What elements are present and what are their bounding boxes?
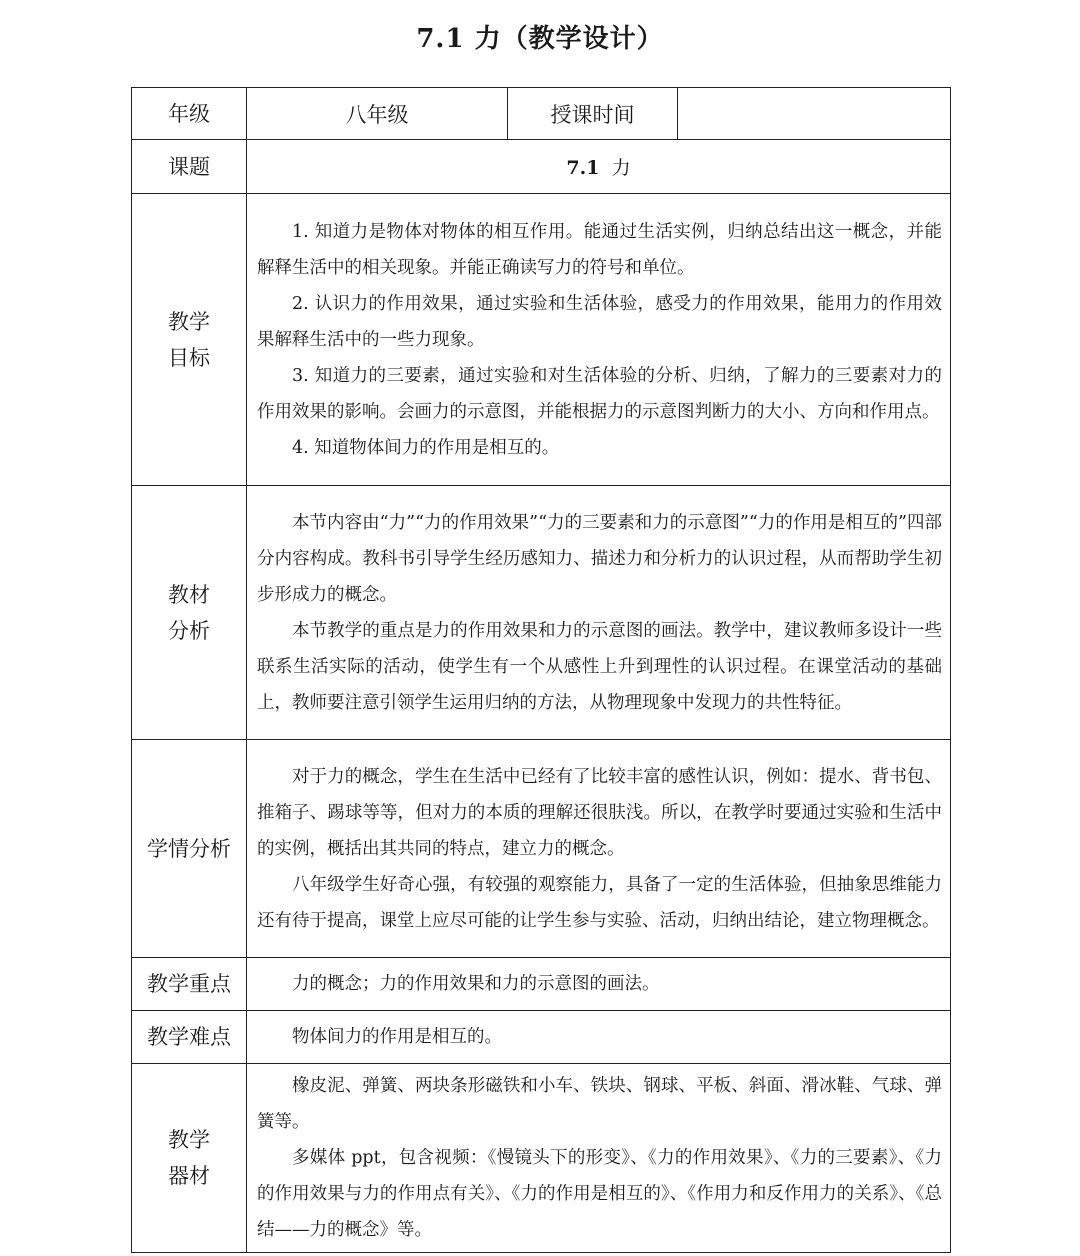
objectives-label: 教学 目标 [132,194,247,486]
grade-value: 八年级 [247,88,508,140]
topic-value [247,140,951,194]
equipment-row [132,1064,951,1253]
grade-label: 年级 [132,88,247,140]
difficulties-row [132,1011,951,1064]
objectives-row [132,194,951,486]
paragraph: 本节内容由“力”“力的作用效果”“力的三要素和力的示意图”“力的作用是相互的”四部分内容构成。教科书引导学生经历感知力、描述力和分析力的认识过程，从而帮助学生初步形成力的概念。 [257,512,942,605]
objective-item: 2. 认识力的作用效果，通过实验和生活体验，感受力的作用效果，能用力的作用效果解释生活中的一些力现象。 [257,293,942,350]
topic-number: 7.1 [566,157,600,179]
objective-item: 1. 知道力是物体对物体的相互作用。能通过生活实例，归纳总结出这一概念，并能解释生活中的相关现象。并能正确读写力的符号和单位。 [257,221,942,278]
paragraph: 八年级学生好奇心强，有较强的观察能力，具备了一定的生活体验，但抽象思维能力还有待于提高，课堂上应尽可能的让学生参与实验、活动，归纳出结论，建立物理概念。 [257,874,942,931]
class-time-value [678,88,951,140]
objectives-content [247,194,951,486]
paragraph: 多媒体 ppt，包含视频：《慢镜头下的形变》、《力的作用效果》、《力的三要素》、《力的作用效果与力的作用点有关》、《力的作用是相互的》、《作用力和反作用力的关系》、《总结——力的概念》等。 [257,1148,942,1240]
lesson-plan-table [131,87,951,1253]
grade-row [132,88,951,140]
difficulties-content [247,1011,951,1064]
material-analysis-row [132,486,951,740]
difficulties-label: 教学难点 [132,1011,247,1064]
paragraph: 物体间力的作用是相互的。 [292,1027,502,1047]
student-analysis-label: 学情分析 [132,740,247,958]
paragraph: 对于力的概念，学生在生活中已经有了比较丰富的感性认识，例如：提水、背书包、推箱子、踢球等等，但对力的本质的理解还很肤浅。所以，在教学时要通过实验和生活中的实例，概括出其共同的特点，建立力的概念。 [257,766,942,859]
page-title: 7.1 力（教学设计） [416,24,664,54]
paragraph: 力的概念；力的作用效果和力的示意图的画法。 [292,974,660,994]
topic-row [132,140,951,194]
material-analysis-content [247,486,951,740]
objective-item: 3. 知道力的三要素，通过实验和对生活体验的分析、归纳，了解力的三要素对力的作用效果的影响。会画力的示意图，并能根据力的示意图判断力的大小、方向和作用点。 [257,365,942,422]
topic-label: 课题 [132,140,247,194]
student-analysis-row [132,740,951,958]
class-time-label: 授课时间 [508,88,678,140]
equipment-content [247,1064,951,1253]
key-points-content [247,958,951,1011]
objective-item: 4. 知道物体间力的作用是相互的。 [292,437,560,458]
equipment-label: 教学 器材 [132,1064,247,1253]
key-points-row [132,958,951,1011]
material-analysis-label: 教材 分析 [132,486,247,740]
paragraph: 橡皮泥、弹簧、两块条形磁铁和小车、铁块、钢球、平板、斜面、滑冰鞋、气球、弹簧等。 [257,1076,942,1132]
key-points-label: 教学重点 [132,958,247,1011]
paragraph: 本节教学的重点是力的作用效果和力的示意图的画法。教学中，建议教师多设计一些联系生活实际的活动，使学生有一个从感性上升到理性的认识过程。在课堂活动的基础上，教师要注意引领学生运用归纳的方法，从物理现象中发现力的共性特征。 [257,620,942,713]
topic-name: 力 [611,157,631,179]
student-analysis-content [247,740,951,958]
